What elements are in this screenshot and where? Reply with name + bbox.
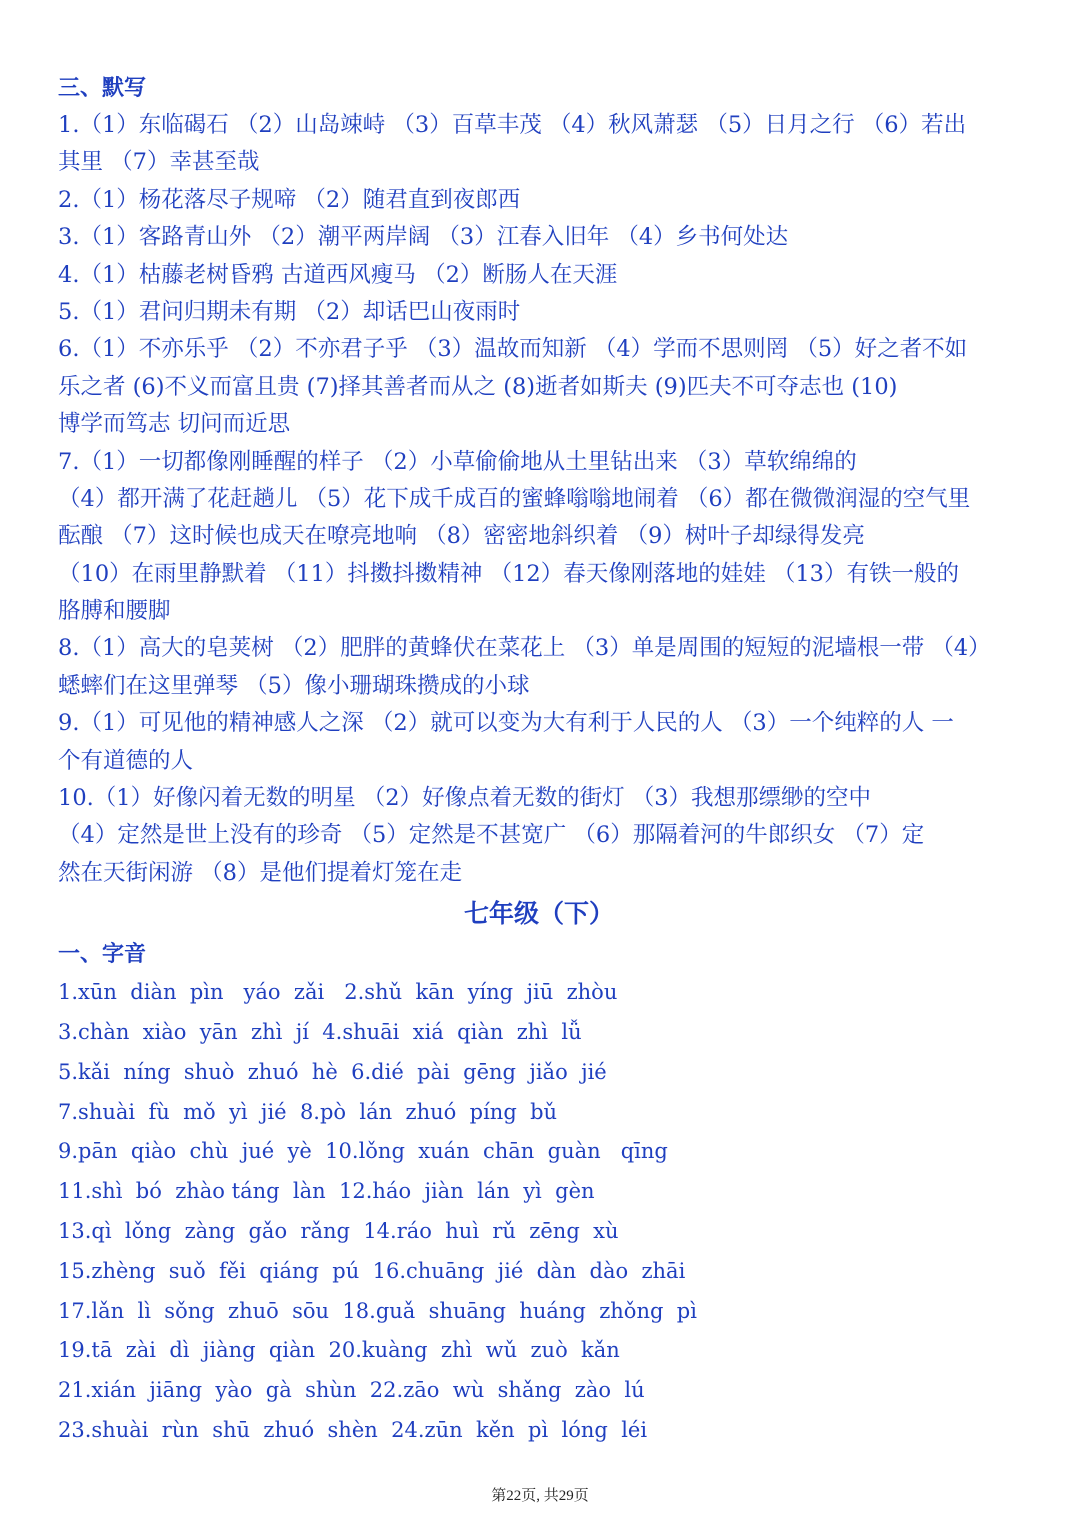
pinyin-line: 13.qì lǒng zàng gǎo rǎng 14.ráo huì rǔ zēng xù <box>58 1218 619 1243</box>
grade-title: 七年级（下） <box>463 899 614 929</box>
page-number-footer: 第22页, 共29页 <box>491 1488 589 1504</box>
pinyin-line: 9.pān qiào chù jué yè 10.lǒng xuán chān guàn qīng <box>58 1139 668 1164</box>
pinyin-line: 1.xūn diàn pìn yáo zǎi 2.shǔ kān yíng jiū zhòu <box>58 980 618 1005</box>
answer-line: 胳膊和腰脚 <box>58 598 171 625</box>
answer-line: （4）都开满了花赶趟儿 （5）花下成千成百的蜜蜂嗡嗡地闹着 （6）都在微微润湿的空气里 <box>58 485 971 512</box>
answer-item-1 <box>58 107 1020 182</box>
answer-item-10 <box>58 780 1020 892</box>
pinyin-list <box>58 973 1020 1451</box>
pinyin-line: 21.xián jiāng yào gà shùn 22.zāo wù shǎng zào lú <box>58 1378 645 1403</box>
answer-line: 酝酿 （7）这时候也成天在嘹亮地响 （8）密密地斜织着 （9）树叶子却绿得发亮 <box>58 523 865 550</box>
answer-line: 然在天街闲游 （8）是他们提着灯笼在走 <box>58 859 462 886</box>
answer-line: 7.（1）一切都像刚睡醒的样子 （2）小草偷偷地从土里钻出来 （3）草软绵绵的 <box>58 448 857 475</box>
answer-item-5 <box>58 294 1020 331</box>
pinyin-line: 17.lǎn lì sǒng zhuō sōu 18.guǎ shuāng huáng zhǒng pì <box>58 1298 697 1323</box>
answer-line: 1.（1）东临碣石 （2）山岛竦峙 （3）百草丰茂 （4）秋风萧瑟 （5）日月之行 （6）若出 <box>58 112 967 138</box>
answer-item-7 <box>58 444 1020 631</box>
answer-item-6 <box>58 331 1020 443</box>
answer-item-9 <box>58 705 1020 780</box>
section-pronunciation <box>58 936 1020 1451</box>
answer-list <box>58 107 1020 892</box>
answer-item-8 <box>58 630 1020 705</box>
answer-line: （10）在雨里静默着 （11）抖擞抖擞精神 （12）春天像刚落地的娃娃 （13）有铁一般的 <box>58 560 959 587</box>
section-dictation <box>58 70 1020 892</box>
pinyin-line: 3.chàn xiào yān zhì jí 4.shuāi xiá qiàn zhì lǚ <box>58 1020 582 1044</box>
answer-line: 8.（1）高大的皂荚树 （2）肥胖的黄蜂伏在菜花上 （3）单是周围的短短的泥墙根一带 （4） <box>58 635 991 662</box>
answer-line: 其里 （7）幸甚至哉 <box>58 149 260 176</box>
answer-line: 10.（1）好像闪着无数的明星 （2）好像点着无数的街灯 （3）我想那缥缈的空中 <box>58 785 872 812</box>
answer-line: 3.（1）客路青山外 （2）潮平两岸阔 （3）江春入旧年 （4）乡书何处达 <box>58 224 789 251</box>
answer-line: 6.（1）不亦乐乎 （2）不亦君子乎 （3）温故而知新 （4）学而不思则罔 （5）好之者不如 <box>58 336 968 363</box>
pinyin-line: 19.tā zài dì jiàng qiàn 20.kuàng zhì wǔ zuò kǎn <box>58 1338 620 1363</box>
pinyin-line: 7.shuài fù mǒ yì jié 8.pò lán zhuó píng bǔ <box>58 1099 558 1124</box>
answer-line: 乐之者 (6)不义而富且贵 (7)择其善者而从之 (8)逝者如斯夫 (9)匹夫不可夺志也 (10) <box>58 373 898 400</box>
answer-item-2 <box>58 182 1020 219</box>
answer-line: 蟋蟀们在这里弹琴 （5）像小珊瑚珠攒成的小球 <box>58 672 530 699</box>
section-heading-pronunciation: 一、字音 <box>58 942 147 968</box>
answer-line: 博学而笃志 切问而近思 <box>58 411 291 438</box>
answer-item-4 <box>58 257 1020 294</box>
answer-line: 个有道德的人 <box>58 747 194 774</box>
answer-line: 9.（1）可见他的精神感人之深 （2）就可以变为大有利于人民的人 （3）一个纯粹的人 一 <box>58 710 954 737</box>
section-heading-dictation: 三、默写 <box>58 76 147 101</box>
answer-item-3 <box>58 219 1020 256</box>
pinyin-line: 15.zhèng suǒ fěi qiáng pú 16.chuāng jié dàn dào zhāi <box>58 1258 686 1283</box>
answer-line: 4.（1）枯藤老树昏鸦 古道西风瘦马 （2）断肠人在天涯 <box>58 261 618 288</box>
pinyin-line: 5.kǎi níng shuò zhuó hè 6.dié pài gēng jiǎo jié <box>58 1059 607 1084</box>
pinyin-line: 11.shì bó zhào táng làn 12.háo jiàn lán yì gèn <box>58 1179 595 1204</box>
answer-line: 5.（1）君问归期未有期 （2）却话巴山夜雨时 <box>58 298 521 325</box>
pinyin-line: 23.shuài rùn shū zhuó shèn 24.zūn kěn pì lóng léi <box>58 1417 648 1442</box>
document-page <box>58 70 1020 1451</box>
answer-line: 2.（1）杨花落尽子规啼 （2）随君直到夜郎西 <box>58 186 521 213</box>
answer-line: （4）定然是世上没有的珍奇 （5）定然是不甚宽广 （6）那隔着河的牛郎织女 （7）定 <box>58 822 925 849</box>
